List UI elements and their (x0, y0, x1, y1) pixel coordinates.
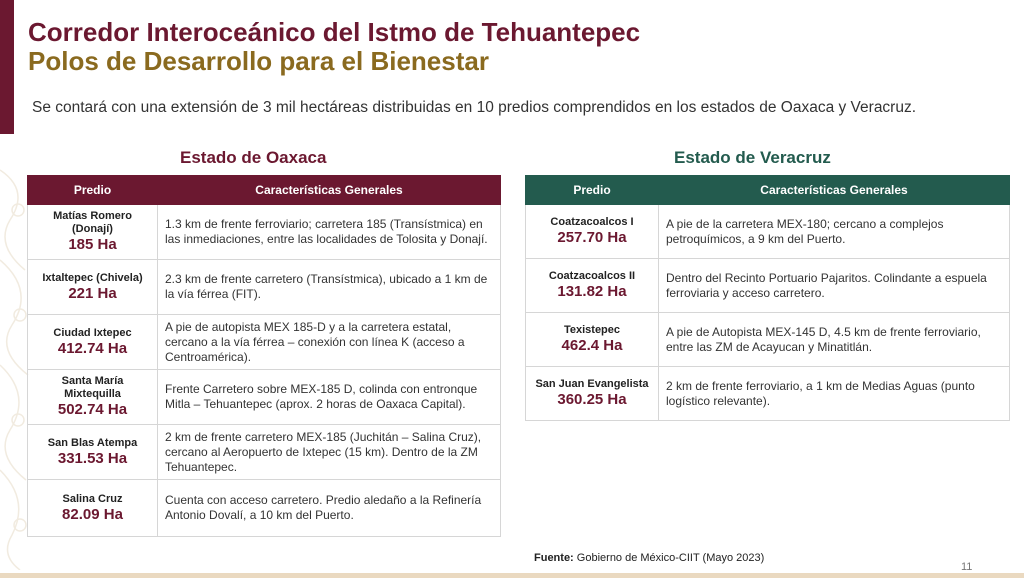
predio-description: Frente Carretero sobre MEX-185 D, colinda con entronque Mitla – Tehuantepec (aprox. 2 horas de Oaxaca Capital). (158, 370, 501, 425)
predio-cell (28, 260, 158, 315)
predio-description: 2.3 km de frente carretero (Transístmica), ubicado a 1 km de la vía férrea (FIT). (158, 260, 501, 315)
predio-name: Texistepec (563, 324, 621, 336)
predio-area: 221 Ha (68, 284, 117, 302)
predio-description: 2 km de frente carretero MEX-185 (Juchitán – Salina Cruz), cercano al Aeropuerto de Ixtepec (15 km). Dentro de la ZM Tehuantepec. (158, 425, 501, 480)
predio-cell (28, 315, 158, 370)
predio-name: Matías Romero (Donají) (53, 210, 132, 235)
accent-side-bar (0, 0, 14, 134)
table-row (526, 259, 1010, 313)
table-row (28, 260, 501, 315)
predio-name: Ciudad Ixtepec (53, 326, 132, 339)
table-row (526, 205, 1010, 259)
predio-cell (526, 313, 659, 367)
predio-name: Coatzacoalcos I (550, 216, 634, 228)
predio-area: 131.82 Ha (557, 283, 627, 300)
source-note (534, 552, 764, 564)
predio-cell (28, 205, 158, 260)
oaxaca-table (27, 175, 501, 537)
veracruz-table (525, 175, 1010, 421)
page-subtitle: Polos de Desarrollo para el Bienestar (28, 46, 489, 76)
predio-description: A pie de Autopista MEX-145 D, 4.5 km de frente ferroviario, entre las ZM de Acayucan y Minatitlán. (659, 313, 1010, 367)
predio-area: 257.70 Ha (557, 229, 627, 246)
predio-name: Ixtaltepec (Chivela) (42, 271, 143, 284)
predio-cell (526, 205, 659, 259)
column-header-predio: Predio (526, 176, 659, 205)
predio-name: Coatzacoalcos II (548, 270, 636, 282)
predio-area: 331.53 Ha (57, 449, 128, 467)
predio-name: Santa María Mixtequilla (61, 375, 124, 400)
table-row (28, 425, 501, 480)
predio-description: Dentro del Recinto Portuario Pajaritos. Colindante a espuela ferroviaria y acceso carretero. (659, 259, 1010, 313)
table-row (28, 315, 501, 370)
intro-text: Se contará con una extensión de 3 mil hectáreas distribuidas en 10 predios comprendidos en los estados de Oaxaca y Veracruz. (32, 99, 917, 116)
column-header-caracteristicas: Características Generales (158, 176, 501, 205)
predio-cell (28, 370, 158, 425)
predio-cell (526, 367, 659, 421)
table-row (28, 205, 501, 260)
predio-cell (28, 480, 158, 537)
oaxaca-section-title: Estado de Oaxaca (180, 148, 327, 167)
predio-name: San Juan Evangelista (535, 378, 649, 390)
predio-area: 82.09 Ha (62, 505, 123, 523)
page-title: Corredor Interoceánico del Istmo de Tehuantepec (28, 17, 641, 47)
table-row (526, 313, 1010, 367)
predio-name: San Blas Atempa (47, 436, 138, 449)
predio-cell (526, 259, 659, 313)
predio-name: Salina Cruz (62, 492, 123, 505)
predio-area: 185 Ha (68, 236, 117, 253)
source-label: Fuente: (534, 552, 574, 564)
predio-area: 502.74 Ha (57, 401, 128, 418)
predio-cell (28, 425, 158, 480)
predio-area: 412.74 Ha (57, 339, 128, 357)
predio-description: A pie de autopista MEX 185-D y a la carretera estatal, cercano a la vía férrea – conexión con línea K (acceso a Centroamérica). (158, 315, 501, 370)
predio-description: Cuenta con acceso carretero. Predio aledaño a la Refinería Antonio Dovalí, a 10 km del Puerto. (158, 480, 501, 537)
predio-description: A pie de la carretera MEX-180; cercano a complejos petroquímicos, a 9 km del Puerto. (659, 205, 1010, 259)
page-number: 11 (961, 561, 973, 573)
table-row (526, 367, 1010, 421)
column-header-predio: Predio (28, 176, 158, 205)
predio-description: 2 km de frente ferroviario, a 1 km de Medias Aguas (punto logístico relevante). (659, 367, 1010, 421)
column-header-caracteristicas: Características Generales (659, 176, 1010, 205)
table-row (28, 480, 501, 537)
predio-area: 462.4 Ha (561, 337, 623, 354)
predio-description: 1.3 km de frente ferroviario; carretera 185 (Transístmica) en las inmediaciones, entre las localidades de Tolosita y Donají. (158, 205, 501, 260)
source-text: Gobierno de México-CIIT (Mayo 2023) (576, 552, 765, 564)
bottom-accent-bar (0, 573, 1024, 578)
table-row (28, 370, 501, 425)
veracruz-section-title: Estado de Veracruz (674, 148, 831, 167)
predio-area: 360.25 Ha (557, 391, 627, 408)
